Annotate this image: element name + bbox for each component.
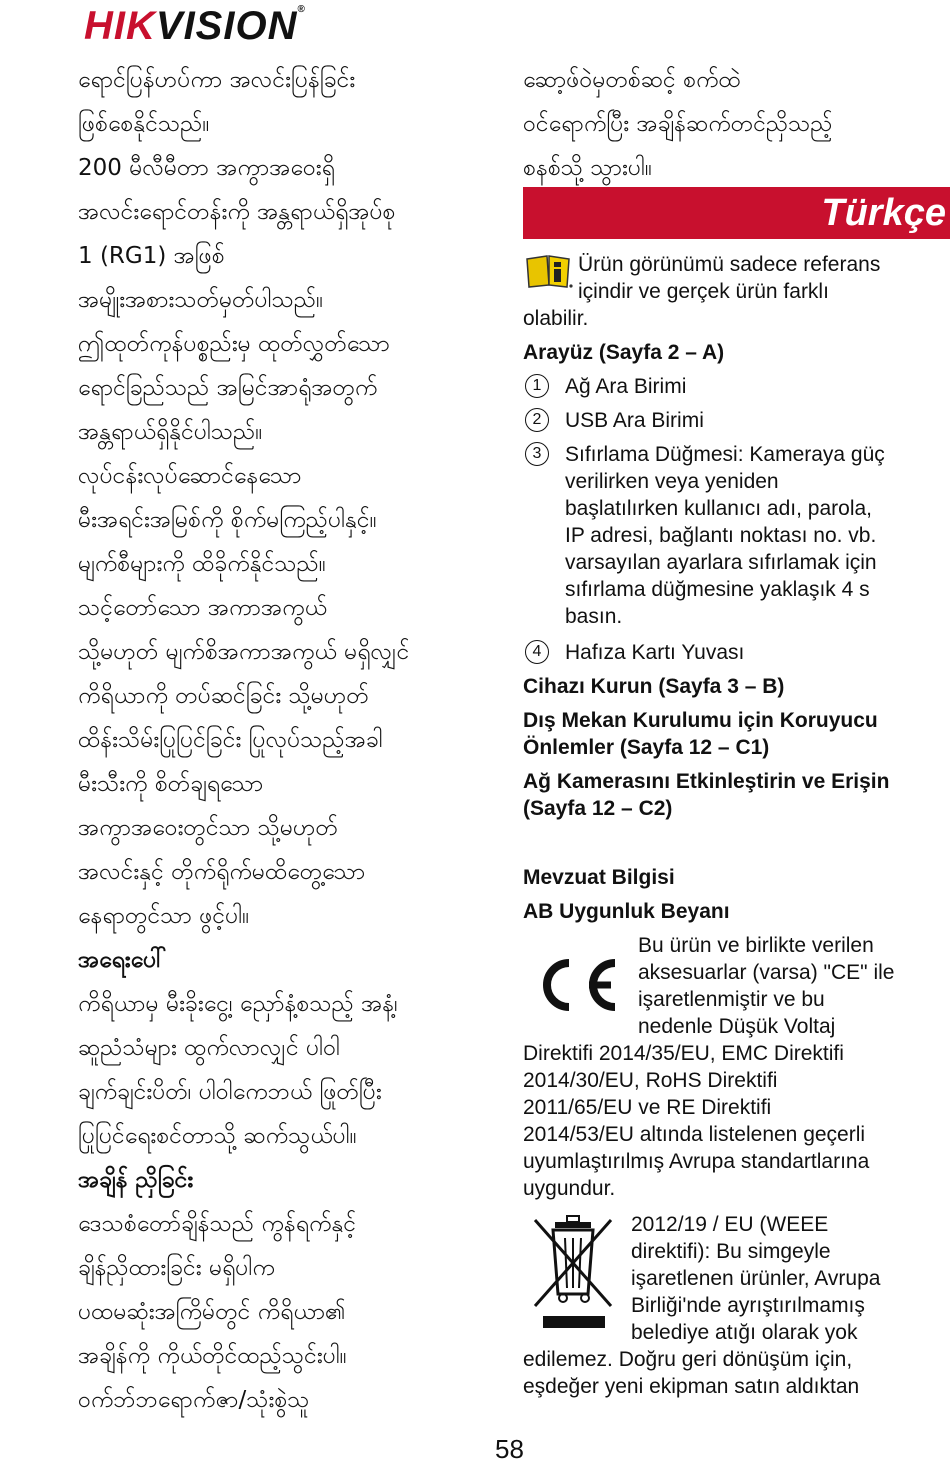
ce-text: uygundur. xyxy=(523,1177,616,1200)
burmese-line: အလင်းရောင်တန်းကို အန္တရာယ်ရှိအုပ်စု xyxy=(78,199,396,225)
activate-heading: (Sayfa 12 – C2) xyxy=(523,797,673,820)
burmese-line: ပြုပြင်ရေးစင်တာသို့ ဆက်သွယ်ပါ။ xyxy=(78,1123,357,1149)
ce-text: Direktifi 2014/35/EU, EMC Direktifi xyxy=(523,1042,844,1065)
burmese-line: အလင်းနှင့် တိုက်ရိုက်မထိတွေ့သော xyxy=(78,859,366,885)
ce-text: uyumlaştırılmış Avrupa standartlarına xyxy=(523,1150,870,1173)
burmese-heading: အရေးပေါ် xyxy=(78,947,167,973)
burmese-heading: အချိန် ညှိခြင်း xyxy=(78,1167,194,1193)
note-line: Ürün görünümü sadece referans xyxy=(578,253,881,276)
burmese-line: 200 မီလီမီတာ အကွာအဝေးရှိ xyxy=(78,155,335,181)
list-item xyxy=(523,639,945,666)
language-banner: Türkçe xyxy=(523,187,950,239)
item-number: 3 xyxy=(525,442,549,466)
burmese-line: ချက်ချင်းပိတ်၊ ပါဝါကေဘယ် ဖြုတ်ပြီး xyxy=(78,1079,382,1105)
burmese-line: 1 (RG1) အဖြစ် xyxy=(78,243,225,269)
item-number: 4 xyxy=(525,640,549,664)
burmese-line: ဤထုတ်ကုန်ပစ္စည်းမှ ထုတ်လွှတ်သော xyxy=(78,331,390,357)
burmese-line: အန္တရာယ်ရှိနိုင်ပါသည်။ xyxy=(78,419,263,445)
item-text: varsayılan ayarlara sıfırlamak için xyxy=(565,551,877,574)
list-item xyxy=(523,373,945,400)
item-number: 2 xyxy=(525,408,549,432)
ce-text: 2011/65/EU ve RE Direktifi xyxy=(523,1096,772,1119)
eu-heading: AB Uygunluk Beyanı xyxy=(523,900,730,923)
burmese-line: ရောင်ပြန်ဟပ်ကာ အလင်းပြန်ခြင်း xyxy=(78,67,356,93)
item-text: başlatılırken kullanıcı adı, parola, xyxy=(565,497,873,520)
burmese-line: ကိရိယာကို တပ်ဆင်ခြင်း သို့မဟုတ် xyxy=(78,683,369,709)
note-line: olabilir. xyxy=(523,307,589,330)
weee-text: 2012/19 / EU (WEEE xyxy=(631,1213,829,1236)
weee-text: eşdeğer yeni ekipman satın aldıktan xyxy=(523,1375,860,1398)
ce-text: aksesuarlar (varsa) "CE" ile xyxy=(638,961,895,984)
item-text: IP adresi, bağlantı noktası no. vb. xyxy=(565,524,877,547)
weee-crossed-bin-icon xyxy=(527,1212,619,1330)
list-item xyxy=(523,407,945,434)
ce-text: nedenle Düşük Voltaj xyxy=(638,1015,836,1038)
list-item xyxy=(523,441,945,630)
ce-mark-icon xyxy=(527,955,623,1015)
burmese-line: ဒေသစံတော်ချိန်သည် ကွန်ရက်နှင့် xyxy=(78,1211,357,1237)
item-text: Ağ Ara Birimi xyxy=(565,375,687,398)
burmese-line: ရောင်ခြည်သည် အမြင်အာရုံအတွက် xyxy=(78,375,378,401)
hikvision-logo xyxy=(84,4,306,49)
burmese-line: စနစ်သို့ သွားပါ။ xyxy=(523,155,652,181)
burmese-line: မျက်စီများကို ထိခိုက်နိုင်သည်။ xyxy=(78,551,326,577)
book-info-icon xyxy=(525,253,573,289)
burmese-line: ဆော့ဖ်ဝဲမှတစ်ဆင့် စက်ထဲ xyxy=(523,67,741,93)
ce-text: 2014/53/EU altında listelenen geçerli xyxy=(523,1123,866,1146)
install-heading: Cihazı Kurun (Sayfa 3 – B) xyxy=(523,675,785,698)
weee-text: belediye atığı olarak yok xyxy=(631,1321,858,1344)
registered-mark: ® xyxy=(297,4,306,15)
burmese-line: နေရာတွင်သာ ဖွင့်ပါ။ xyxy=(78,903,250,929)
right-top-burmese xyxy=(523,58,943,190)
burmese-line: ချိန်ညှိထားခြင်း မရှိပါက xyxy=(78,1255,275,1281)
burmese-line: ဝင်ရောက်ပြီး အချိန်ဆက်တင်ညှိသည့် xyxy=(523,111,833,137)
burmese-line: ကိရိယာမှ မီးခိုးငွေ့၊ ညှော်နံ့စသည့် အနံ့၊ xyxy=(78,991,398,1017)
logo-vision: VISION xyxy=(155,4,298,48)
burmese-line: ဝက်ဘ်ဘရောက်ဇာ/သုံးစွဲသူ xyxy=(78,1387,310,1413)
weee-text: edilemez. Doğru geri dönüşüm için, xyxy=(523,1348,853,1371)
burmese-line: မီးအရင်းအမြစ်ကို စိုက်မကြည့်ပါနှင့်။ xyxy=(78,507,377,533)
item-text: verilirken veya yeniden xyxy=(565,470,779,493)
burmese-line: ဆူညံသံများ ထွက်လာလျှင် ပါဝါ xyxy=(78,1035,341,1061)
weee-text: direktifi): Bu simgeyle xyxy=(631,1240,831,1263)
weee-text: Birliği'nde ayrıştırılmamış xyxy=(631,1294,865,1317)
item-text: Sıfırlama Düğmesi: Kameraya güç xyxy=(565,443,885,466)
logo-hik: HIK xyxy=(84,4,156,48)
item-text: basın. xyxy=(565,605,623,628)
ce-text: işaretlenmiştir ve bu xyxy=(638,988,825,1011)
activate-heading: Ağ Kamerasını Etkinleştirin ve Erişin xyxy=(523,770,890,793)
item-text: USB Ara Birimi xyxy=(565,409,704,432)
burmese-line: အချိန်ကို ကိုယ်တိုင်ထည့်သွင်းပါ။ xyxy=(78,1343,347,1369)
burmese-line: ဖြစ်စေနိုင်သည်။ xyxy=(78,111,210,137)
burmese-line: မီးသီးကို စိတ်ချရသော xyxy=(78,771,264,797)
interface-heading: Arayüz (Sayfa 2 – A) xyxy=(523,341,725,364)
weee-text: işaretlenen ürünler, Avrupa xyxy=(631,1267,881,1290)
burmese-line: လုပ်ငန်းလုပ်ဆောင်နေသော xyxy=(78,463,302,489)
burmese-line: ထိန်းသိမ်းပြုပြင်ခြင်း ပြုလုပ်သည့်အခါ xyxy=(78,727,383,753)
item-text: sıfırlama düğmesine yaklaşık 4 s xyxy=(565,578,870,601)
burmese-line: သင့်တော်သော အကာအကွယ် xyxy=(78,595,327,621)
page-number: 58 xyxy=(495,1434,524,1464)
outdoor-heading: Dış Mekan Kurulumu için Koruyucu xyxy=(523,709,878,732)
ce-text: 2014/30/EU, RoHS Direktifi xyxy=(523,1069,778,1092)
ce-text: Bu ürün ve birlikte verilen xyxy=(638,934,874,957)
item-text: Hafıza Kartı Yuvası xyxy=(565,641,745,664)
burmese-line: ပထမဆုံးအကြိမ်တွင် ကိရိယာ၏ xyxy=(78,1299,346,1325)
outdoor-heading: Önlemler (Sayfa 12 – C1) xyxy=(523,736,770,759)
burmese-line: အမျိုးအစားသတ်မှတ်ပါသည်။ xyxy=(78,287,324,313)
regulatory-heading: Mevzuat Bilgisi xyxy=(523,866,675,889)
burmese-line: အကွာအဝေးတွင်သာ သို့မဟုတ် xyxy=(78,815,338,841)
item-number: 1 xyxy=(525,374,549,398)
note-line: içindir ve gerçek ürün farklı xyxy=(578,280,829,303)
left-column-burmese xyxy=(78,58,510,1422)
burmese-line: သို့မဟုတ် မျက်စိအကာအကွယ် မရှိလျှင် xyxy=(78,639,410,665)
